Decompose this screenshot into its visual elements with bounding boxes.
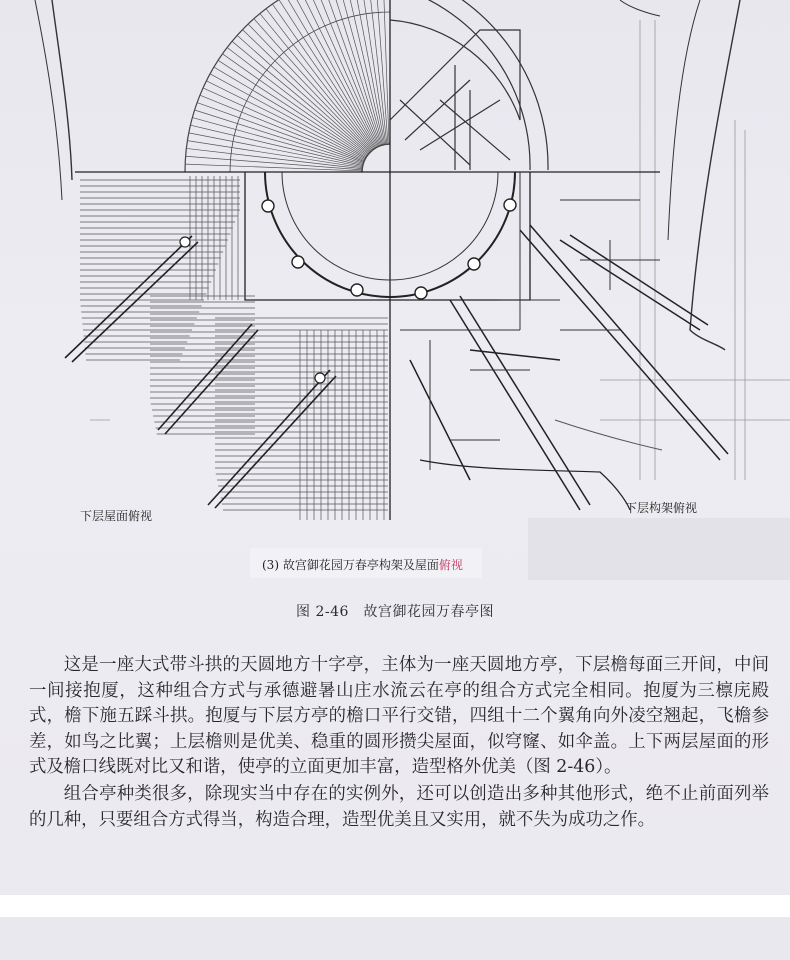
right-view-label: 下层构架俯视 [625,501,698,515]
paragraph-1: 这是一座大式带斗拱的天圆地方十字亭，主体为一座天圆地方亭，下层檐每面三开间，中间一间接抱厦，这种组合方式与承德避暑山庄水流云在亭的组合方式完全相同。抱厦为三檩庑殿式，檐下施五踩斗拱。抱厦与下层方亭的檐口平行交错，四组十二个翼角向外凌空翘起，飞檐参差，如鸟之比翼；上层檐则是优美、稳重的圆形攒尖屋面，似穹窿、如伞盖。上下两层屋面的形式及檐口线既对比又和谐，使亭的立面更加丰富，造型格外优美（图 2-46）。 [29,655,769,778]
subcaption-text: (3) 故宫御花园万春亭构架及屋面 [262,558,439,572]
subcaption [262,556,463,573]
figure-caption: 图 2-46 故宫御花园万春亭图 [296,604,494,620]
blank-overlay-box [528,518,790,580]
left-view-label: 下层屋面俯视 [80,509,153,523]
page-gap [0,895,790,917]
next-page-edge [0,917,790,960]
paragraph-2: 组合亭种类很多，除现实当中存在的实例外，还可以创造出多种其他形式，绝不止前面列举的几种，只要组合方式得当，构造合理，造型优美且又实用，就不失为成功之作。 [29,783,769,830]
subcaption-stamp: 俯视 [438,558,463,572]
body-text [29,653,769,833]
